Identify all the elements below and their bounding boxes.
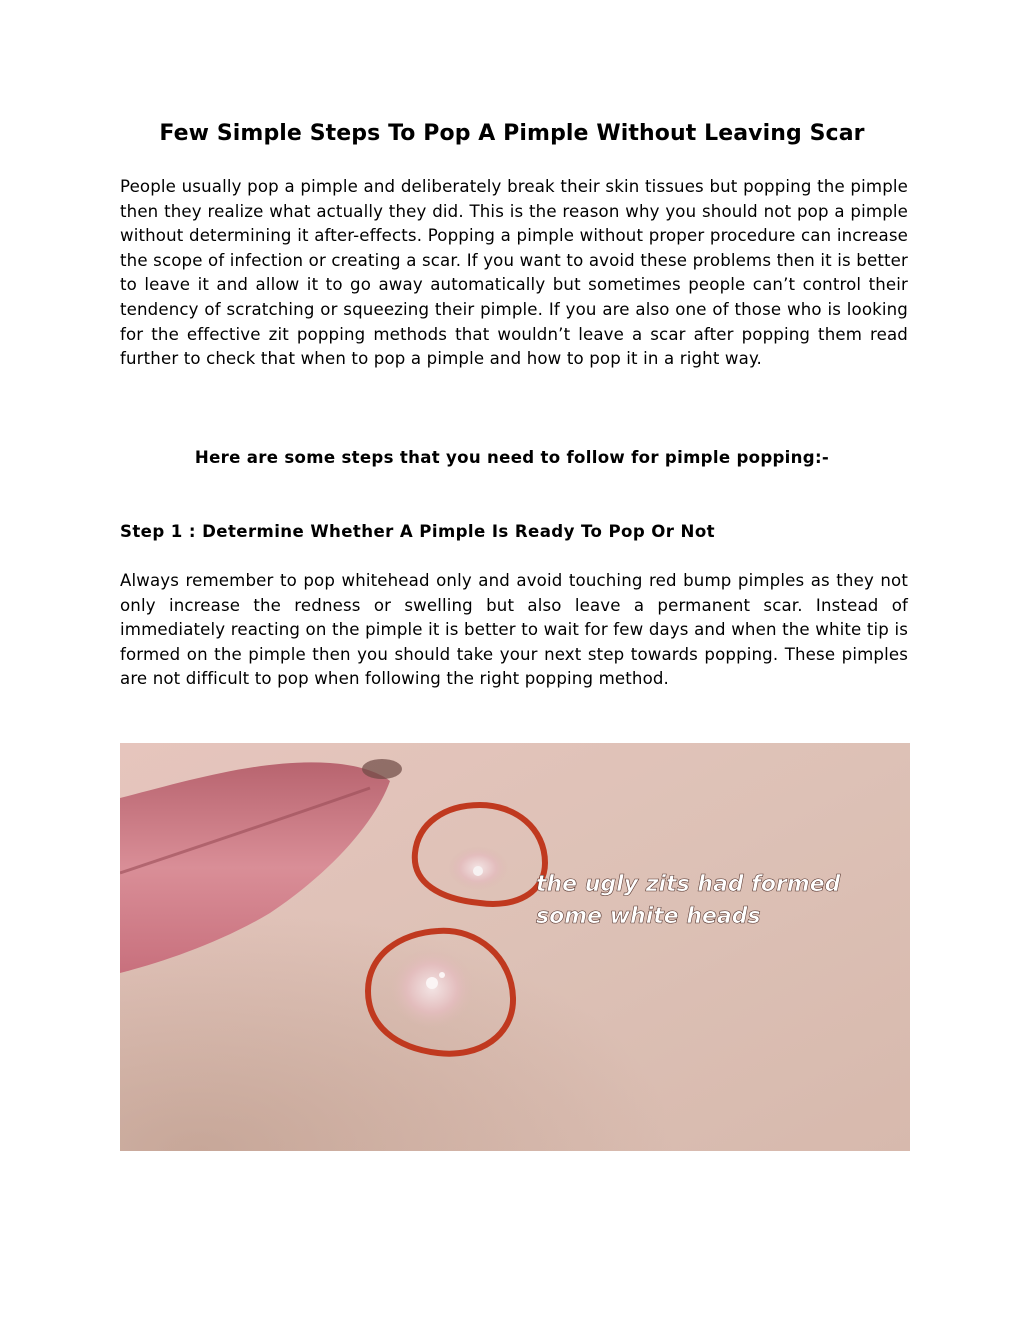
step-1-paragraph: Always remember to pop whitehead only and avoid touching red bump pimples as they not only increase the redness or swelling but also leave a permanent scar. Instead of immediately reacting on the pimple it is better to wait for few days and when the white tip is formed on the pimple then you should take your next step towards popping. These pimples are not difficult to pop when following the right popping method. [120,571,908,689]
steps-heading: Here are some steps that you need to follow for pimple popping:- [194,448,830,467]
step-1-heading: Step 1 : Determine Whether A Pimple Is Ready To Pop Or Not [120,522,715,541]
photo-caption-line-1: the ugly zits had formed [536,872,841,897]
intro-paragraph: People usually pop a pimple and deliberately break their skin tissues but popping the pimple then they realize what actually they did. This is the reason why you should not pop a pimple without determining it after-effects. Popping a pimple without proper procedure can increase the scope of infection or creating a scar. If you want to avoid these problems then it is better to leave it and allow it to go away automatically but sometimes people can’t control their tendency of scratching or squeezing their pimple. If you are also one of those who is looking for the effective zit popping methods that wouldn’t leave a scar after popping them read further to check that when to pop a pimple and how to pop it in a right way. [120,177,908,369]
article-title: Few Simple Steps To Pop A Pimple Without Leaving Scar [159,121,865,146]
photo-caption-line-2: some white heads [536,904,761,929]
pimple-photo [120,743,910,1151]
